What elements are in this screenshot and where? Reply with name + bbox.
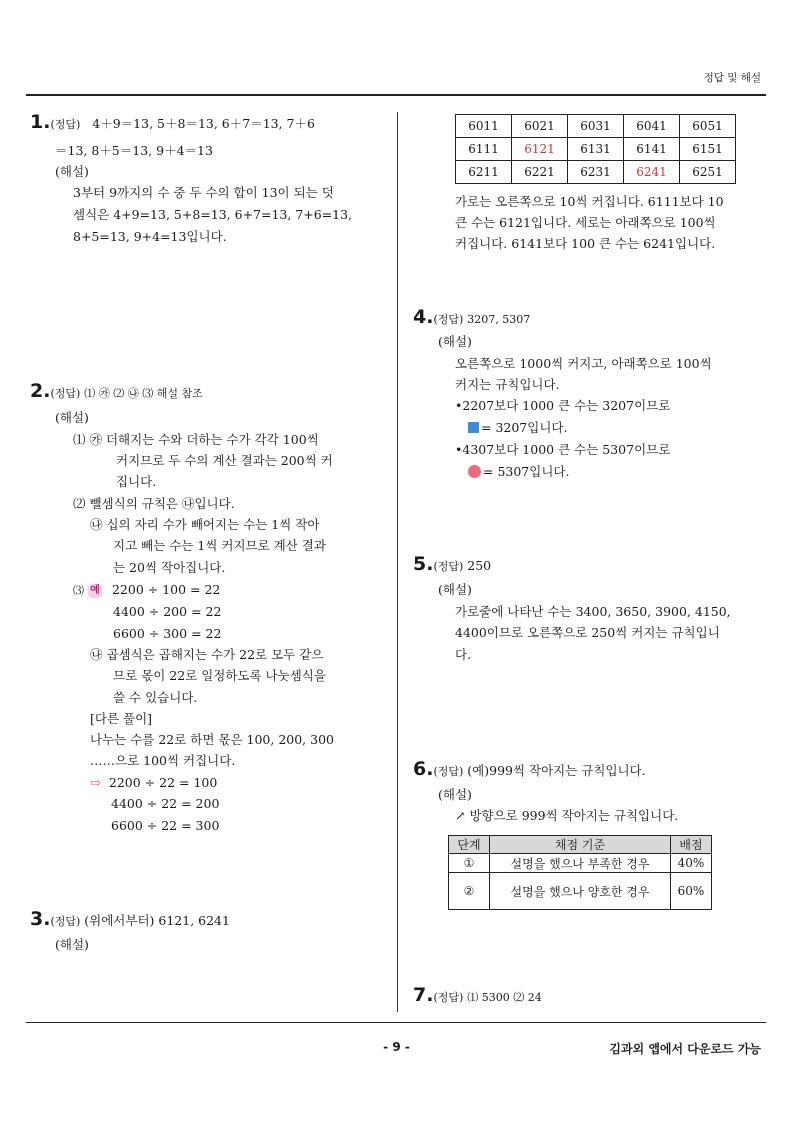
grid-cell-highlight: 6121 <box>512 138 568 161</box>
q7-answer-tag: (정답) <box>433 991 464 1004</box>
q2-line-11: ㉯ 곱셈식은 곱해지는 수가 22로 모두 같으 <box>90 647 324 662</box>
grid-cell: 6141 <box>624 138 680 161</box>
arrow-right-icon: ⇨ <box>90 776 101 791</box>
q1-answer-1: 4＋9＝13, 5＋8＝13, 6＋7＝13, 7＋6 <box>92 116 315 131</box>
q4-expl-1: 오른쪽으로 1000씩 커지고, 아래쪽으로 100씩 <box>455 356 712 371</box>
example-badge-icon: 예 <box>88 584 102 598</box>
pink-circle-icon <box>468 465 481 478</box>
q2-line-4: ⑵ 뺄셈식의 규칙은 ㉯입니다. <box>73 496 235 511</box>
blue-square-icon <box>468 422 479 433</box>
q1-expl-1: 3부터 9까지의 수 중 두 수의 합이 13이 되는 덧 <box>73 185 334 200</box>
q1-number: 1. <box>30 111 51 133</box>
q7-answer: ⑴ 5300 ⑵ 24 <box>467 991 542 1004</box>
column-header: 배점 <box>671 836 712 854</box>
table-row <box>456 161 736 184</box>
bottom-rule <box>26 1022 766 1023</box>
q1-answer-2: ＝13, 8＋5＝13, 9＋4＝13 <box>55 143 213 158</box>
q3-expl-2: 큰 수는 6121입니다. 세로는 아래쪽으로 100씩 <box>455 215 716 230</box>
q2-part3-label: ⑶ <box>73 584 84 597</box>
q6-number: 6. <box>413 758 434 780</box>
q2-alt-eq-3: 6600 ÷ 22 = 300 <box>111 818 220 833</box>
grid-cell: 6211 <box>456 161 512 184</box>
q4-answer-line <box>413 306 531 328</box>
table-row <box>449 854 712 873</box>
q2-eq-1: 2200 ÷ 100 = 22 <box>111 582 221 597</box>
q6-expl-1: ↗ 방향으로 999씩 작아지는 규칙입니다. <box>455 808 679 823</box>
q1-expl-3: 8+5=13, 9+4=13입니다. <box>73 229 227 244</box>
grid-cell: 6041 <box>624 115 680 138</box>
q7-number: 7. <box>413 984 434 1006</box>
grid-cell: 6011 <box>456 115 512 138</box>
q2-line-5: ㉯ 십의 자리 수가 빼어지는 수는 1씩 작아 <box>90 517 320 532</box>
grid-cell: 6051 <box>680 115 736 138</box>
grid-cell: 6021 <box>512 115 568 138</box>
q4-answer-tag: (정답) <box>433 313 464 326</box>
q4-circle-line <box>468 464 569 480</box>
q3-expl-1: 가로는 오른쪽으로 10씩 커집니다. 6111보다 10 <box>455 194 724 209</box>
scoring-table <box>448 835 712 910</box>
q4-solution-tag: (해설) <box>438 334 472 349</box>
q5-expl-3: 다. <box>455 647 472 662</box>
q3-answer-tag: (정답) <box>50 915 81 928</box>
table-cell: 40% <box>671 854 712 873</box>
q2-line-2: 커지므로 두 수의 계산 결과는 200씩 커 <box>116 453 333 468</box>
grid-cell: 6031 <box>568 115 624 138</box>
table-row <box>449 873 712 910</box>
footer-note: 김과외 앱에서 다운로드 가능 <box>609 1042 761 1056</box>
q2-answer: ⑴ ㉮ ⑵ ㉯ ⑶ 해설 참조 <box>84 387 203 400</box>
q2-eq-2: 4400 ÷ 200 = 22 <box>113 604 222 619</box>
q2-line-8 <box>73 582 220 599</box>
grid-cell-highlight: 6241 <box>624 161 680 184</box>
q3-number: 3. <box>30 908 51 930</box>
q1-answer-line <box>30 111 315 133</box>
q5-solution-tag: (해설) <box>438 582 472 597</box>
q5-answer-tag: (정답) <box>433 560 464 573</box>
q2-line-15: 나누는 수를 22로 하면 몫은 100, 200, 300 <box>90 732 334 747</box>
q4-square-line <box>468 420 567 436</box>
grid-cell: 6131 <box>568 138 624 161</box>
grid-cell: 6251 <box>680 161 736 184</box>
q2-line-6: 지고 빼는 수는 1씩 커지므로 계산 결과 <box>113 538 326 553</box>
q4-expl-3: •2207보다 1000 큰 수는 3207이므로 <box>455 398 671 413</box>
table-cell: 설명을 했으나 양호한 경우 <box>490 873 671 910</box>
q5-number: 5. <box>413 553 434 575</box>
grid-cell: 6111 <box>456 138 512 161</box>
q2-eq-3: 6600 ÷ 300 = 22 <box>113 626 222 641</box>
q2-alt-solution-label: [다른 풀이] <box>90 711 153 726</box>
q2-alt-eq-1: 2200 ÷ 22 = 100 <box>108 775 218 790</box>
q1-expl-2: 셈식은 4+9=13, 5+8=13, 6+7=13, 7+6=13, <box>73 207 353 222</box>
q2-number: 2. <box>30 380 51 402</box>
q4-expl-5: •4307보다 1000 큰 수는 5307이므로 <box>455 442 671 457</box>
q4-expl-6: = 5307입니다. <box>483 464 570 479</box>
grid-cell: 6151 <box>680 138 736 161</box>
q2-solution-tag: (해설) <box>55 410 89 425</box>
q2-answer-tag: (정답) <box>50 387 81 400</box>
q2-line-1: ⑴ ㉮ 더해지는 수와 더하는 수가 각각 100씩 <box>73 432 319 447</box>
q5-expl-1: 가로줄에 나타난 수는 3400, 3650, 3900, 4150, <box>455 604 731 619</box>
column-divider <box>397 112 398 1012</box>
grid-cell: 6221 <box>512 161 568 184</box>
q6-answer-line <box>413 758 646 780</box>
table-header-row <box>449 836 712 854</box>
q2-line-12: 므로 몫이 22로 일정하도록 나눗셈식을 <box>113 668 326 683</box>
table-cell: ② <box>449 873 490 910</box>
table-cell: ① <box>449 854 490 873</box>
q3-solution-tag: (해설) <box>55 937 89 952</box>
q6-answer: (예)999씩 작아지는 규칙입니다. <box>467 763 646 778</box>
table-cell: 설명을 했으나 부족한 경우 <box>490 854 671 873</box>
q2-answer-line <box>30 380 203 402</box>
q5-answer-line <box>413 553 492 575</box>
top-rule <box>26 94 766 96</box>
table-cell: 60% <box>671 873 712 910</box>
column-header: 채점 기준 <box>490 836 671 854</box>
table-row <box>456 115 736 138</box>
q4-expl-2: 커지는 규칙입니다. <box>455 377 560 392</box>
q5-expl-2: 4400이므로 오른쪽으로 250씩 커지는 규칙입니 <box>455 625 720 640</box>
q1-answer-tag: (정답) <box>50 118 81 131</box>
q4-number: 4. <box>413 306 434 328</box>
column-header: 단계 <box>449 836 490 854</box>
q2-line-7: 는 20씩 작아집니다. <box>113 560 226 575</box>
section-header: 정답 및 해설 <box>703 72 761 84</box>
q2-line-13: 쓸 수 있습니다. <box>113 690 198 705</box>
q2-alt-eq-1-line <box>90 775 217 792</box>
q3-answer-line <box>30 908 230 930</box>
q6-answer-tag: (정답) <box>433 765 464 778</box>
page-number: - 9 - <box>383 1040 410 1054</box>
q2-line-16: ……으로 100씩 커집니다. <box>90 753 236 768</box>
table-row <box>456 138 736 161</box>
q1-solution-tag: (해설) <box>55 164 89 179</box>
q7-answer-line <box>413 984 542 1006</box>
q2-line-3: 집니다. <box>116 474 157 489</box>
q4-expl-4: = 3207입니다. <box>481 420 568 435</box>
q5-answer: 250 <box>467 558 492 573</box>
grid-cell: 6231 <box>568 161 624 184</box>
q6-solution-tag: (해설) <box>438 787 472 802</box>
q4-answer: 3207, 5307 <box>467 313 531 326</box>
q2-alt-eq-2: 4400 ÷ 22 = 200 <box>111 796 220 811</box>
q3-expl-3: 커집니다. 6141보다 100 큰 수는 6241입니다. <box>455 236 716 251</box>
q3-answer: (위에서부터) 6121, 6241 <box>84 913 230 928</box>
number-grid-table <box>455 114 736 184</box>
